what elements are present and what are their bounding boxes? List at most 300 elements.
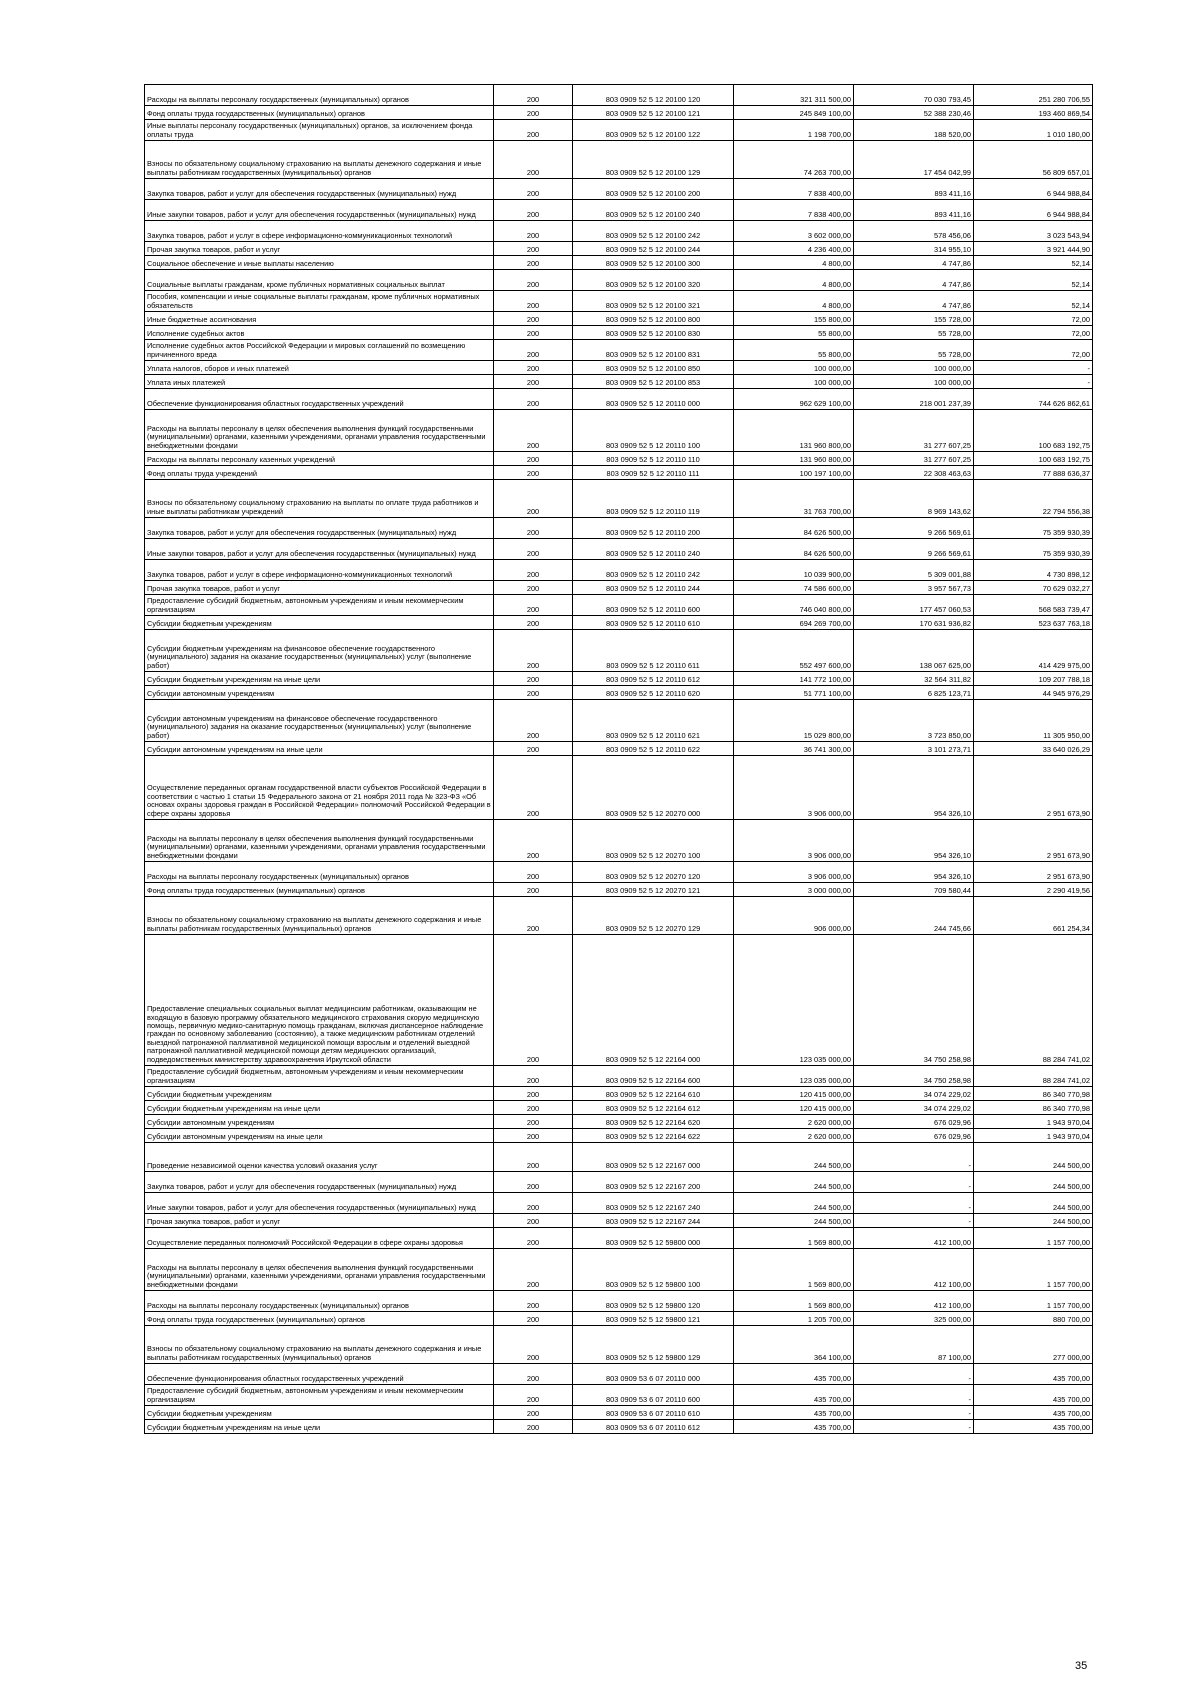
row-approved-amount-cell: 74 586 600,00: [734, 581, 854, 595]
row-line-code-cell: 200: [494, 480, 573, 518]
row-budget-code-cell: 803 0909 52 5 12 20110 000: [573, 389, 734, 410]
table-row: [145, 200, 1093, 221]
row-line-code-cell: 200: [494, 242, 573, 256]
table-row: [145, 256, 1093, 270]
row-approved-amount-cell: 84 626 500,00: [734, 518, 854, 539]
row-unexecuted-amount-cell: 6 944 988,84: [974, 179, 1093, 200]
row-approved-amount-cell: 244 500,00: [734, 1143, 854, 1172]
row-executed-amount-cell: 3 101 273,71: [854, 742, 974, 756]
table-row: [145, 686, 1093, 700]
row-line-code-cell: 200: [494, 1406, 573, 1420]
row-budget-code-cell: 803 0909 52 5 12 20100 831: [573, 340, 734, 361]
table-row: [145, 85, 1093, 106]
row-name-cell: Предоставление субсидий бюджетным, автономным учреждениям и иным некоммерческим организациям: [145, 595, 494, 616]
row-executed-amount-cell: 31 277 607,25: [854, 410, 974, 452]
row-budget-code-cell: 803 0909 52 5 12 20270 120: [573, 862, 734, 883]
table-row: [145, 340, 1093, 361]
row-budget-code-cell: 803 0909 52 5 12 20110 200: [573, 518, 734, 539]
row-name-cell: Взносы по обязательному социальному страхованию на выплаты по оплате труда работников и иные выплаты работникам учреждений: [145, 480, 494, 518]
row-line-code-cell: 200: [494, 672, 573, 686]
table-row: [145, 1249, 1093, 1291]
row-unexecuted-amount-cell: 22 794 556,38: [974, 480, 1093, 518]
row-name-cell: Иные бюджетные ассигнования: [145, 312, 494, 326]
row-name-cell: Субсидии бюджетным учреждениям на иные цели: [145, 1101, 494, 1115]
table-row: [145, 1143, 1093, 1172]
table-row: [145, 375, 1093, 389]
row-executed-amount-cell: 218 001 237,39: [854, 389, 974, 410]
table-row: [145, 291, 1093, 312]
row-executed-amount-cell: 244 745,66: [854, 897, 974, 935]
row-line-code-cell: 200: [494, 1228, 573, 1249]
row-unexecuted-amount-cell: 86 340 770,98: [974, 1087, 1093, 1101]
row-name-cell: Субсидии автономным учреждениям: [145, 686, 494, 700]
row-unexecuted-amount-cell: 880 700,00: [974, 1312, 1093, 1326]
row-unexecuted-amount-cell: 72,00: [974, 326, 1093, 340]
table-row: [145, 389, 1093, 410]
row-name-cell: Уплата налогов, сборов и иных платежей: [145, 361, 494, 375]
row-executed-amount-cell: 4 747,86: [854, 291, 974, 312]
row-approved-amount-cell: 120 415 000,00: [734, 1087, 854, 1101]
row-unexecuted-amount-cell: 1 010 180,00: [974, 120, 1093, 141]
row-unexecuted-amount-cell: 52,14: [974, 256, 1093, 270]
table-row: [145, 312, 1093, 326]
row-executed-amount-cell: 170 631 936,82: [854, 616, 974, 630]
row-line-code-cell: 200: [494, 742, 573, 756]
row-budget-code-cell: 803 0909 52 5 12 20110 240: [573, 539, 734, 560]
row-name-cell: Закупка товаров, работ и услуг в сфере информационно-коммуникационных технологий: [145, 560, 494, 581]
row-line-code-cell: 200: [494, 518, 573, 539]
row-line-code-cell: 200: [494, 1066, 573, 1087]
row-unexecuted-amount-cell: 75 359 930,39: [974, 539, 1093, 560]
row-unexecuted-amount-cell: 1 157 700,00: [974, 1291, 1093, 1312]
row-name-cell: Субсидии автономным учреждениям: [145, 1115, 494, 1129]
row-approved-amount-cell: 552 497 600,00: [734, 630, 854, 672]
row-unexecuted-amount-cell: 4 730 898,12: [974, 560, 1093, 581]
row-approved-amount-cell: 74 263 700,00: [734, 141, 854, 179]
row-unexecuted-amount-cell: 2 951 673,90: [974, 820, 1093, 862]
row-approved-amount-cell: 746 040 800,00: [734, 595, 854, 616]
table-row: [145, 452, 1093, 466]
row-name-cell: Расходы на выплаты персоналу в целях обеспечения выполнения функций государственными (муниципальными) органами, казенными учреждениями, органами управления государственными внебюджетными фондами: [145, 1249, 494, 1291]
row-budget-code-cell: 803 0909 52 5 12 20110 119: [573, 480, 734, 518]
row-budget-code-cell: 803 0909 52 5 12 20100 830: [573, 326, 734, 340]
row-unexecuted-amount-cell: 88 284 741,02: [974, 1066, 1093, 1087]
row-approved-amount-cell: 1 569 800,00: [734, 1291, 854, 1312]
row-approved-amount-cell: 3 906 000,00: [734, 756, 854, 820]
row-budget-code-cell: 803 0909 52 5 12 22167 000: [573, 1143, 734, 1172]
row-name-cell: Расходы на выплаты персоналу казенных учреждений: [145, 452, 494, 466]
row-executed-amount-cell: -: [854, 1364, 974, 1385]
row-unexecuted-amount-cell: 2 951 673,90: [974, 756, 1093, 820]
row-line-code-cell: 200: [494, 389, 573, 410]
row-executed-amount-cell: 177 457 060,53: [854, 595, 974, 616]
row-name-cell: Закупка товаров, работ и услуг для обеспечения государственных (муниципальных) нужд: [145, 518, 494, 539]
row-budget-code-cell: 803 0909 52 5 12 20100 853: [573, 375, 734, 389]
row-line-code-cell: 200: [494, 1193, 573, 1214]
table-row: [145, 742, 1093, 756]
row-line-code-cell: 200: [494, 1312, 573, 1326]
row-name-cell: Закупка товаров, работ и услуг для обеспечения государственных (муниципальных) нужд: [145, 1172, 494, 1193]
page-number: 35: [1075, 1660, 1088, 1672]
row-unexecuted-amount-cell: 56 809 657,01: [974, 141, 1093, 179]
table-row: [145, 1420, 1093, 1434]
row-unexecuted-amount-cell: 6 944 988,84: [974, 200, 1093, 221]
row-budget-code-cell: 803 0909 52 5 12 22167 240: [573, 1193, 734, 1214]
row-approved-amount-cell: 3 000 000,00: [734, 883, 854, 897]
row-name-cell: Социальные выплаты гражданам, кроме публичных нормативных социальных выплат: [145, 270, 494, 291]
row-executed-amount-cell: 17 454 042,99: [854, 141, 974, 179]
row-budget-code-cell: 803 0909 52 5 12 22164 620: [573, 1115, 734, 1129]
row-approved-amount-cell: 15 029 800,00: [734, 700, 854, 742]
table-body: [145, 85, 1093, 1434]
table-row: [145, 326, 1093, 340]
row-executed-amount-cell: -: [854, 1172, 974, 1193]
row-unexecuted-amount-cell: 75 359 930,39: [974, 518, 1093, 539]
row-approved-amount-cell: 435 700,00: [734, 1385, 854, 1406]
row-approved-amount-cell: 4 800,00: [734, 256, 854, 270]
row-unexecuted-amount-cell: 1 943 970,04: [974, 1129, 1093, 1143]
row-name-cell: Фонд оплаты труда учреждений: [145, 466, 494, 480]
row-line-code-cell: 200: [494, 581, 573, 595]
row-name-cell: Иные закупки товаров, работ и услуг для обеспечения государственных (муниципальных) нужд: [145, 539, 494, 560]
row-unexecuted-amount-cell: 661 254,34: [974, 897, 1093, 935]
row-executed-amount-cell: 55 728,00: [854, 326, 974, 340]
row-budget-code-cell: 803 0909 52 5 12 59800 120: [573, 1291, 734, 1312]
row-approved-amount-cell: 51 771 100,00: [734, 686, 854, 700]
table-row: [145, 1228, 1093, 1249]
table-row: [145, 897, 1093, 935]
table-row: [145, 1193, 1093, 1214]
row-executed-amount-cell: 954 326,10: [854, 756, 974, 820]
row-approved-amount-cell: 694 269 700,00: [734, 616, 854, 630]
row-name-cell: Субсидии бюджетным учреждениям: [145, 1087, 494, 1101]
row-unexecuted-amount-cell: 70 629 032,27: [974, 581, 1093, 595]
row-unexecuted-amount-cell: 277 000,00: [974, 1326, 1093, 1364]
row-budget-code-cell: 803 0909 52 5 12 20100 300: [573, 256, 734, 270]
row-name-cell: Субсидии бюджетным учреждениям на иные цели: [145, 672, 494, 686]
row-name-cell: Уплата иных платежей: [145, 375, 494, 389]
row-executed-amount-cell: -: [854, 1406, 974, 1420]
row-name-cell: Взносы по обязательному социальному страхованию на выплаты денежного содержания и иные выплаты работникам государственных (муниципальных) органов: [145, 141, 494, 179]
row-approved-amount-cell: 1 569 800,00: [734, 1228, 854, 1249]
table-row: [145, 672, 1093, 686]
row-executed-amount-cell: 954 326,10: [854, 820, 974, 862]
row-executed-amount-cell: 709 580,44: [854, 883, 974, 897]
row-budget-code-cell: 803 0909 52 5 12 20110 610: [573, 616, 734, 630]
row-unexecuted-amount-cell: 44 945 976,29: [974, 686, 1093, 700]
row-executed-amount-cell: -: [854, 1420, 974, 1434]
row-budget-code-cell: 803 0909 52 5 12 22164 000: [573, 935, 734, 1066]
row-approved-amount-cell: 3 906 000,00: [734, 862, 854, 883]
row-line-code-cell: 200: [494, 375, 573, 389]
row-budget-code-cell: 803 0909 52 5 12 22164 622: [573, 1129, 734, 1143]
row-unexecuted-amount-cell: -: [974, 375, 1093, 389]
table-row: [145, 1101, 1093, 1115]
budget-execution-table: [144, 84, 1093, 1434]
row-name-cell: Прочая закупка товаров, работ и услуг: [145, 1214, 494, 1228]
table-row: [145, 242, 1093, 256]
row-unexecuted-amount-cell: 435 700,00: [974, 1406, 1093, 1420]
table-row: [145, 539, 1093, 560]
table-row: [145, 820, 1093, 862]
row-budget-code-cell: 803 0909 52 5 12 59800 121: [573, 1312, 734, 1326]
row-budget-code-cell: 803 0909 52 5 12 20100 120: [573, 85, 734, 106]
table-row: [145, 1406, 1093, 1420]
row-line-code-cell: 200: [494, 1101, 573, 1115]
table-row: [145, 1291, 1093, 1312]
row-budget-code-cell: 803 0909 52 5 12 20110 622: [573, 742, 734, 756]
row-name-cell: Субсидии бюджетным учреждениям на финансовое обеспечение государственного (муниципального) задания на оказание государственных (муниципальных) услуг (выполнение работ): [145, 630, 494, 672]
row-unexecuted-amount-cell: 1 943 970,04: [974, 1115, 1093, 1129]
row-approved-amount-cell: 100 197 100,00: [734, 466, 854, 480]
row-unexecuted-amount-cell: 193 460 869,54: [974, 106, 1093, 120]
row-name-cell: Расходы на выплаты персоналу государственных (муниципальных) органов: [145, 862, 494, 883]
row-approved-amount-cell: 435 700,00: [734, 1364, 854, 1385]
row-approved-amount-cell: 4 236 400,00: [734, 242, 854, 256]
row-budget-code-cell: 803 0909 52 5 12 20110 242: [573, 560, 734, 581]
row-line-code-cell: 200: [494, 85, 573, 106]
row-executed-amount-cell: 52 388 230,46: [854, 106, 974, 120]
row-approved-amount-cell: 120 415 000,00: [734, 1101, 854, 1115]
row-line-code-cell: 200: [494, 1129, 573, 1143]
row-line-code-cell: 200: [494, 1291, 573, 1312]
row-executed-amount-cell: 676 029,96: [854, 1115, 974, 1129]
row-name-cell: Взносы по обязательному социальному страхованию на выплаты денежного содержания и иные выплаты работникам государственных (муниципальных) органов: [145, 897, 494, 935]
row-line-code-cell: 200: [494, 883, 573, 897]
row-budget-code-cell: 803 0909 52 5 12 59800 129: [573, 1326, 734, 1364]
row-line-code-cell: 200: [494, 326, 573, 340]
table-row: [145, 1066, 1093, 1087]
row-line-code-cell: 200: [494, 410, 573, 452]
row-unexecuted-amount-cell: 52,14: [974, 291, 1093, 312]
row-approved-amount-cell: 84 626 500,00: [734, 539, 854, 560]
row-approved-amount-cell: 131 960 800,00: [734, 452, 854, 466]
row-name-cell: Расходы на выплаты персоналу в целях обеспечения выполнения функций государственными (муниципальными) органами, казенными учреждениями, органами управления государственными внебюджетными фондами: [145, 410, 494, 452]
table-row: [145, 466, 1093, 480]
row-line-code-cell: 200: [494, 630, 573, 672]
row-unexecuted-amount-cell: 435 700,00: [974, 1385, 1093, 1406]
row-line-code-cell: 200: [494, 200, 573, 221]
row-line-code-cell: 200: [494, 106, 573, 120]
row-executed-amount-cell: 412 100,00: [854, 1228, 974, 1249]
row-executed-amount-cell: 6 825 123,71: [854, 686, 974, 700]
row-unexecuted-amount-cell: 568 583 739,47: [974, 595, 1093, 616]
row-unexecuted-amount-cell: 2 951 673,90: [974, 862, 1093, 883]
row-name-cell: Субсидии бюджетным учреждениям на иные цели: [145, 1420, 494, 1434]
table-row: [145, 1214, 1093, 1228]
row-unexecuted-amount-cell: 523 637 763,18: [974, 616, 1093, 630]
row-executed-amount-cell: 22 308 463,63: [854, 466, 974, 480]
row-budget-code-cell: 803 0909 52 5 12 20110 244: [573, 581, 734, 595]
row-name-cell: Закупка товаров, работ и услуг в сфере информационно-коммуникационных технологий: [145, 221, 494, 242]
row-name-cell: Расходы на выплаты персоналу в целях обеспечения выполнения функций государственными (муниципальными) органами, казенными учреждениями, органами управления государственными внебюджетными фондами: [145, 820, 494, 862]
row-budget-code-cell: 803 0909 52 5 12 20110 110: [573, 452, 734, 466]
row-name-cell: Субсидии автономным учреждениям на иные цели: [145, 742, 494, 756]
table-row: [145, 630, 1093, 672]
row-unexecuted-amount-cell: 86 340 770,98: [974, 1101, 1093, 1115]
row-approved-amount-cell: 4 800,00: [734, 291, 854, 312]
row-unexecuted-amount-cell: 2 290 419,56: [974, 883, 1093, 897]
row-approved-amount-cell: 7 838 400,00: [734, 179, 854, 200]
row-approved-amount-cell: 4 800,00: [734, 270, 854, 291]
row-approved-amount-cell: 245 849 100,00: [734, 106, 854, 120]
row-unexecuted-amount-cell: 1 157 700,00: [974, 1228, 1093, 1249]
row-line-code-cell: 200: [494, 361, 573, 375]
row-budget-code-cell: 803 0909 53 6 07 20110 610: [573, 1406, 734, 1420]
row-budget-code-cell: 803 0909 52 5 12 20100 129: [573, 141, 734, 179]
row-executed-amount-cell: 893 411,16: [854, 200, 974, 221]
row-line-code-cell: 200: [494, 466, 573, 480]
row-budget-code-cell: 803 0909 52 5 12 20110 621: [573, 700, 734, 742]
row-executed-amount-cell: 188 520,00: [854, 120, 974, 141]
row-executed-amount-cell: 676 029,96: [854, 1129, 974, 1143]
row-name-cell: Обеспечение функционирования областных государственных учреждений: [145, 389, 494, 410]
row-name-cell: Исполнение судебных актов: [145, 326, 494, 340]
row-budget-code-cell: 803 0909 52 5 12 22167 244: [573, 1214, 734, 1228]
row-name-cell: Прочая закупка товаров, работ и услуг: [145, 242, 494, 256]
row-name-cell: Закупка товаров, работ и услуг для обеспечения государственных (муниципальных) нужд: [145, 179, 494, 200]
row-budget-code-cell: 803 0909 53 6 07 20110 600: [573, 1385, 734, 1406]
table-row: [145, 1364, 1093, 1385]
row-budget-code-cell: 803 0909 52 5 12 59800 100: [573, 1249, 734, 1291]
row-line-code-cell: 200: [494, 756, 573, 820]
row-budget-code-cell: 803 0909 52 5 12 20100 850: [573, 361, 734, 375]
row-budget-code-cell: 803 0909 52 5 12 20100 800: [573, 312, 734, 326]
row-line-code-cell: 200: [494, 1087, 573, 1101]
row-line-code-cell: 200: [494, 1326, 573, 1364]
row-unexecuted-amount-cell: 251 280 706,55: [974, 85, 1093, 106]
row-executed-amount-cell: 412 100,00: [854, 1291, 974, 1312]
row-budget-code-cell: 803 0909 53 6 07 20110 000: [573, 1364, 734, 1385]
row-executed-amount-cell: 87 100,00: [854, 1326, 974, 1364]
row-budget-code-cell: 803 0909 52 5 12 20100 200: [573, 179, 734, 200]
row-approved-amount-cell: 55 800,00: [734, 340, 854, 361]
row-unexecuted-amount-cell: 244 500,00: [974, 1172, 1093, 1193]
row-budget-code-cell: 803 0909 52 5 12 20270 129: [573, 897, 734, 935]
row-approved-amount-cell: 364 100,00: [734, 1326, 854, 1364]
row-name-cell: Проведение независимой оценки качества условий оказания услуг: [145, 1143, 494, 1172]
row-budget-code-cell: 803 0909 52 5 12 20110 611: [573, 630, 734, 672]
row-executed-amount-cell: -: [854, 1193, 974, 1214]
row-budget-code-cell: 803 0909 52 5 12 20110 100: [573, 410, 734, 452]
row-unexecuted-amount-cell: 88 284 741,02: [974, 935, 1093, 1066]
row-approved-amount-cell: 906 000,00: [734, 897, 854, 935]
row-name-cell: Предоставление специальных социальных выплат медицинским работникам, оказывающим не входящую в базовую программу обязательного медицинского страхования скорую медицинскую помощь, первичную медико-санитарную помощь гражданам, включая диспансерное наблюдение граждан по основному заболеванию (состоянию), а также медицинским работникам отделений выездной патронажной паллиативной медицинской помощи взрослым и отделений выездной патронажной паллиативной медицинской помощи детям медицинских организаций, подведомственных министерству здравоохранения Иркутской области: [145, 935, 494, 1066]
row-approved-amount-cell: 36 741 300,00: [734, 742, 854, 756]
row-line-code-cell: 200: [494, 820, 573, 862]
row-line-code-cell: 200: [494, 1249, 573, 1291]
row-executed-amount-cell: 34 750 258,98: [854, 935, 974, 1066]
row-executed-amount-cell: 9 266 569,61: [854, 539, 974, 560]
row-unexecuted-amount-cell: 3 023 543,94: [974, 221, 1093, 242]
row-executed-amount-cell: 3 957 567,73: [854, 581, 974, 595]
row-approved-amount-cell: 10 039 900,00: [734, 560, 854, 581]
row-executed-amount-cell: 55 728,00: [854, 340, 974, 361]
row-unexecuted-amount-cell: 77 888 636,37: [974, 466, 1093, 480]
row-line-code-cell: 200: [494, 221, 573, 242]
row-unexecuted-amount-cell: 72,00: [974, 340, 1093, 361]
row-name-cell: Взносы по обязательному социальному страхованию на выплаты денежного содержания и иные выплаты работникам государственных (муниципальных) органов: [145, 1326, 494, 1364]
row-line-code-cell: 200: [494, 595, 573, 616]
row-budget-code-cell: 803 0909 52 5 12 20270 121: [573, 883, 734, 897]
row-line-code-cell: 200: [494, 340, 573, 361]
table-row: [145, 1385, 1093, 1406]
row-budget-code-cell: 803 0909 52 5 12 20100 122: [573, 120, 734, 141]
table-row: [145, 1115, 1093, 1129]
row-unexecuted-amount-cell: 435 700,00: [974, 1364, 1093, 1385]
row-approved-amount-cell: 1 205 700,00: [734, 1312, 854, 1326]
row-name-cell: Субсидии автономным учреждениям на иные цели: [145, 1129, 494, 1143]
row-line-code-cell: 200: [494, 291, 573, 312]
table-row: [145, 560, 1093, 581]
table-row: [145, 518, 1093, 539]
row-unexecuted-amount-cell: 244 500,00: [974, 1143, 1093, 1172]
table-row: [145, 179, 1093, 200]
row-unexecuted-amount-cell: 52,14: [974, 270, 1093, 291]
row-unexecuted-amount-cell: 11 305 950,00: [974, 700, 1093, 742]
row-unexecuted-amount-cell: 3 921 444,90: [974, 242, 1093, 256]
row-executed-amount-cell: 100 000,00: [854, 375, 974, 389]
row-approved-amount-cell: 131 960 800,00: [734, 410, 854, 452]
row-approved-amount-cell: 244 500,00: [734, 1172, 854, 1193]
row-executed-amount-cell: -: [854, 1143, 974, 1172]
row-line-code-cell: 200: [494, 539, 573, 560]
row-line-code-cell: 200: [494, 1143, 573, 1172]
row-line-code-cell: 200: [494, 179, 573, 200]
table-row: [145, 1129, 1093, 1143]
row-budget-code-cell: 803 0909 52 5 12 20100 244: [573, 242, 734, 256]
row-line-code-cell: 200: [494, 1172, 573, 1193]
table-row: [145, 862, 1093, 883]
row-executed-amount-cell: 325 000,00: [854, 1312, 974, 1326]
row-executed-amount-cell: 32 564 311,82: [854, 672, 974, 686]
table-row: [145, 756, 1093, 820]
row-approved-amount-cell: 3 602 000,00: [734, 221, 854, 242]
row-executed-amount-cell: 34 074 229,02: [854, 1087, 974, 1101]
row-budget-code-cell: 803 0909 52 5 12 22164 612: [573, 1101, 734, 1115]
row-approved-amount-cell: 962 629 100,00: [734, 389, 854, 410]
row-approved-amount-cell: 3 906 000,00: [734, 820, 854, 862]
row-budget-code-cell: 803 0909 52 5 12 20270 000: [573, 756, 734, 820]
row-budget-code-cell: 803 0909 52 5 12 20110 600: [573, 595, 734, 616]
row-executed-amount-cell: -: [854, 1385, 974, 1406]
row-executed-amount-cell: 9 266 569,61: [854, 518, 974, 539]
row-executed-amount-cell: 100 000,00: [854, 361, 974, 375]
row-name-cell: Обеспечение функционирования областных государственных учреждений: [145, 1364, 494, 1385]
row-approved-amount-cell: 435 700,00: [734, 1406, 854, 1420]
row-line-code-cell: 200: [494, 1214, 573, 1228]
row-approved-amount-cell: 1 569 800,00: [734, 1249, 854, 1291]
row-budget-code-cell: 803 0909 52 5 12 20270 100: [573, 820, 734, 862]
table-row: [145, 410, 1093, 452]
table-row: [145, 581, 1093, 595]
row-approved-amount-cell: 100 000,00: [734, 361, 854, 375]
row-line-code-cell: 200: [494, 452, 573, 466]
row-unexecuted-amount-cell: 72,00: [974, 312, 1093, 326]
row-line-code-cell: 200: [494, 686, 573, 700]
row-line-code-cell: 200: [494, 141, 573, 179]
row-name-cell: Иные выплаты персоналу государственных (муниципальных) органов, за исключением фонда оплаты труда: [145, 120, 494, 141]
row-unexecuted-amount-cell: 435 700,00: [974, 1420, 1093, 1434]
row-budget-code-cell: 803 0909 52 5 12 22164 600: [573, 1066, 734, 1087]
row-name-cell: Исполнение судебных актов Российской Федерации и мировых соглашений по возмещению причиненного вреда: [145, 340, 494, 361]
row-line-code-cell: 200: [494, 120, 573, 141]
row-executed-amount-cell: -: [854, 1214, 974, 1228]
row-budget-code-cell: 803 0909 52 5 12 20100 242: [573, 221, 734, 242]
row-approved-amount-cell: 7 838 400,00: [734, 200, 854, 221]
row-approved-amount-cell: 321 311 500,00: [734, 85, 854, 106]
row-name-cell: Предоставление субсидий бюджетным, автономным учреждениям и иным некоммерческим организациям: [145, 1066, 494, 1087]
